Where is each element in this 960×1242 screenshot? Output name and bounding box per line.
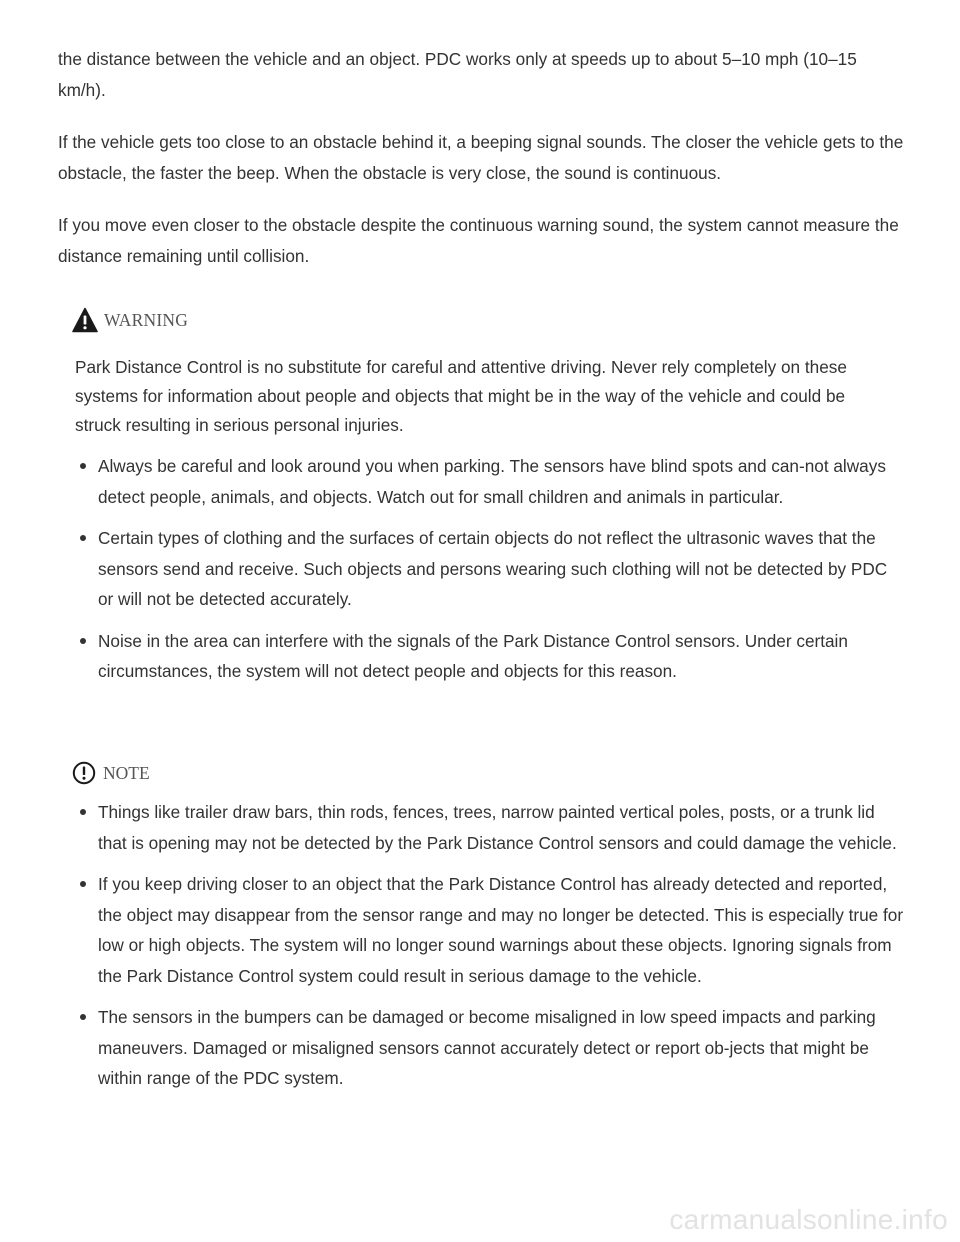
list-item <box>75 523 905 615</box>
note-header <box>72 759 150 787</box>
list-item <box>75 451 905 512</box>
bullet-dot-icon <box>80 535 86 541</box>
exclamation-circle-icon <box>72 761 96 785</box>
bullet-dot-icon <box>80 1014 86 1020</box>
watermark: carmanualsonline.info <box>669 1204 948 1235</box>
list-item-text: The sensors in the bumpers can be damaged or become misaligned in low speed impacts and parking maneuvers. Damaged or misaligned sensors cannot accurately detect or report ob-jects that might be within range of the PDC system. <box>98 1007 876 1088</box>
list-item <box>75 626 905 687</box>
warning-bullet-list <box>75 451 905 698</box>
intro-paragraph-2: If the vehicle gets too close to an obstacle behind it, a beeping signal sounds. The closer the vehicle gets to the obstacle, the faster the beep. When the obstacle is very close, the sound is continuous. <box>58 132 904 183</box>
list-item-text: Noise in the area can interfere with the signals of the Park Distance Control sensors. Under certain circumstances, the system will not detect people and objects for this reason. <box>98 630 848 681</box>
warning-header <box>72 305 188 335</box>
list-item-text: Things like trailer draw bars, thin rods, fences, trees, narrow painted vertical poles, posts, or a trunk lid that is opening may not be detected by the Park Distance Control sensors and could damage the vehicle. <box>98 802 897 853</box>
note-label: NOTE <box>103 762 150 783</box>
list-item-text: If you keep driving closer to an object that the Park Distance Control has already detected and reported, the object may disappear from the sensor range and may no longer be detected. This is especially true for low or high objects. The system will no longer sound warnings about these objects. Ignoring signals from the Park Distance Control system could result in serious damage to the vehicle. <box>98 874 904 986</box>
list-item <box>75 797 905 858</box>
list-item-text: Always be careful and look around you when parking. The sensors have blind spots and can-not always detect people, animals, and objects. Watch out for small children and animals in particular. <box>98 456 886 507</box>
warning-label: WARNING <box>104 309 189 330</box>
bullet-dot-icon <box>80 809 86 815</box>
bullet-dot-icon <box>80 881 86 887</box>
bullet-dot-icon <box>80 638 86 644</box>
warning-triangle-icon <box>72 307 98 333</box>
warning-text: Park Distance Control is no substitute for careful and attentive driving. Never rely completely on these systems for information about people and objects that might be in the way of the vehicle and could be struck resulting in serious personal injuries. <box>75 357 847 435</box>
bullet-dot-icon <box>80 463 86 469</box>
list-item <box>75 1002 905 1094</box>
list-item-text: Certain types of clothing and the surfaces of certain objects do not reflect the ultrasonic waves that the sensors send and receive. Such objects and persons wearing such clothing will not be detected by PDC or will not be detected accurately. <box>98 528 888 609</box>
intro-paragraph-3: If you move even closer to the obstacle despite the continuous warning sound, the system cannot measure the distance remaining until collision. <box>58 215 899 266</box>
note-bullet-list <box>75 797 905 1105</box>
list-item <box>75 869 905 991</box>
intro-paragraph-1: the distance between the vehicle and an object. PDC works only at speeds up to about 5–10 mph (10–15 km/h). <box>58 49 857 100</box>
